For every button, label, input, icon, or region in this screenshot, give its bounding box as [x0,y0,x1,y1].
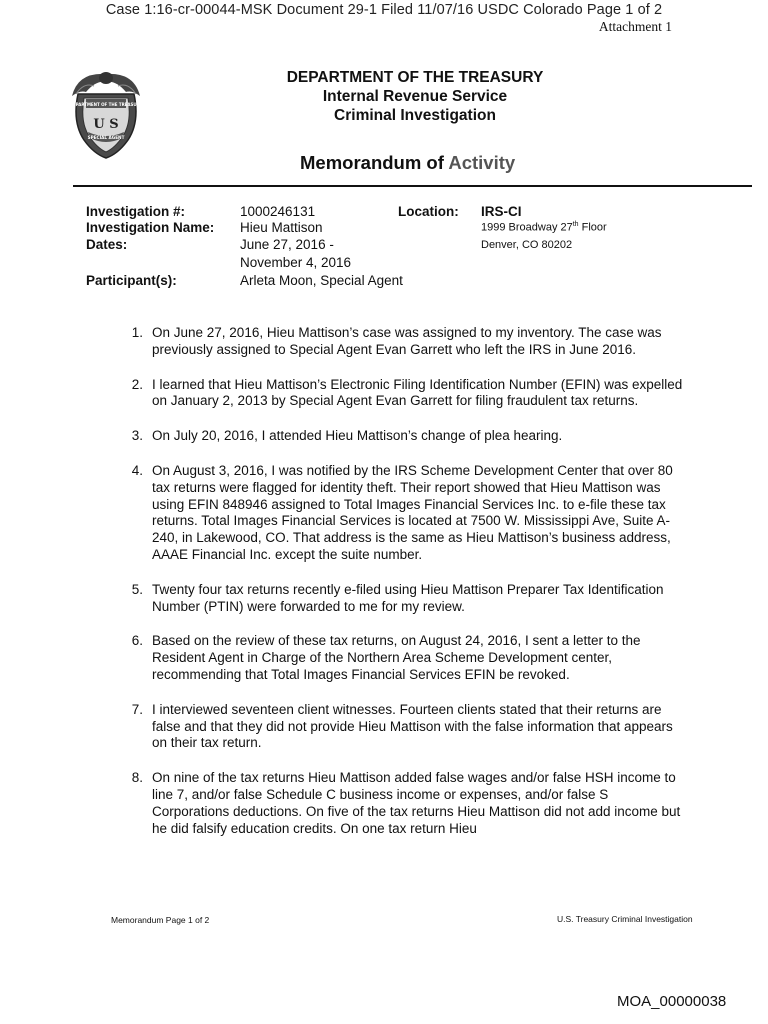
item-text: Twenty four tax returns recently e-filed using Hieu Mattison Preparer Tax Identification Number (PTIN) were forwarded to me for my review. [152,581,664,614]
dates-start: June 27, 2016 - [240,237,334,252]
item-number: 4. [131,462,143,478]
address-ordinal: th [572,221,579,228]
participants-label: Participant(s): [86,273,177,288]
item-number: 2. [131,376,143,392]
letterhead [270,68,560,125]
agency-name: Internal Revenue Service [322,88,508,105]
investigation-name: Hieu Mattison [240,220,323,235]
item-text: On August 3, 2016, I was notified by the IRS Scheme Development Center that over 80 tax returns were flagged for identity theft. Their report showed that Hieu Mattison was using EFIN 848946 assigned to Total Images Financial Services Inc. to e-file these tax returns. Total Images Financial Services is located at 7500 W. Mississippi Ave, Suite A-240, in Lakewood, CO. That address is the same as Hieu Mattison’s business address, AAAE Financial Inc. except the suite number. [152,462,673,562]
division-name: Criminal Investigation [334,107,496,124]
badge-middle-text: U S [93,117,119,132]
location-label: Location: [398,204,459,219]
list-item [123,702,683,752]
item-text: On nine of the tax returns Hieu Mattison added false wages and/or false HSH income to line 7, and/or false Schedule C business income or expenses, and/or false S Corporations deductions. On five of the tax returns Hieu Mattison did not add income but he did falsify education credits. On one tax return Hieu [152,770,681,836]
item-number: 3. [131,428,143,444]
address-street: 1999 Broadway 27 [481,221,573,234]
bates-number: MOA_00000038 [617,993,727,1010]
list-item [123,582,683,616]
footer-page-label: Memorandum Page 1 of 2 [111,915,210,925]
participants: Arleta Moon, Special Agent [240,273,403,288]
address-line-1 [481,221,607,234]
item-number: 1. [131,325,143,340]
list-item [123,770,683,837]
investigation-number-label: Investigation #: [86,204,186,219]
address-line-2: Denver, CO 80202 [481,239,573,251]
header-divider [73,185,752,187]
item-number: 7. [131,701,143,717]
dates-end: November 4, 2016 [240,255,352,270]
item-text: I interviewed seventeen client witnesses. Fourteen clients stated that their returns are false and that they did not provide Hieu Mattison with the false information that appears on their tax return. [152,701,673,751]
memo-title [300,152,515,174]
list-item [123,633,683,683]
dates-label: Dates: [86,237,128,252]
list-item [123,325,683,359]
item-text: Based on the review of these tax returns, on August 24, 2016, I sent a letter to the Resident Agent in Charge of the Northern Area Scheme Development center, recommending that Total Images Financial Services EFIN be revoked. [152,633,641,682]
address-floor: Floor [578,221,607,234]
badge-top-text: DEPARTMENT OF THE TREASURY [69,102,143,107]
item-number: 8. [131,770,143,786]
list-item [123,428,683,445]
item-number: 5. [131,581,143,597]
item-text: I learned that Hieu Mattison’s Electronic Filing Identification Number (EFIN) was expelled on January 2, 2013 by Special Agent Evan Garrett for filing fraudulent tax returns. [152,376,683,409]
memo-title-suffix: Activity [448,152,516,173]
memo-title-prefix: Memorandum of [300,152,449,173]
item-number: 6. [131,633,143,649]
item-text: On July 20, 2016, I attended Hieu Mattison’s change of plea hearing. [152,428,563,444]
location-name: IRS-CI [481,204,522,219]
department-name: DEPARTMENT OF THE TREASURY [286,69,544,86]
badge-bottom-text: SPECIAL AGENT [87,135,125,140]
footer-agency: U.S. Treasury Criminal Investigation [557,914,693,924]
court-filing-header: Case 1:16-cr-00044-MSK Document 29-1 Filed 11/07/16 USDC Colorado Page 1 of 2 [105,2,663,18]
list-item [123,463,683,564]
activity-list [123,325,683,837]
treasury-special-agent-badge-icon [66,66,146,162]
investigation-number: 1000246131 [240,204,316,219]
attachment-label: Attachment 1 [598,19,672,34]
list-item [123,377,683,411]
item-text: On June 27, 2016, Hieu Mattison’s case was assigned to my inventory. The case was previously assigned to Special Agent Evan Garrett who left the IRS in June 2016. [152,325,662,357]
investigation-name-label: Investigation Name: [86,220,215,235]
